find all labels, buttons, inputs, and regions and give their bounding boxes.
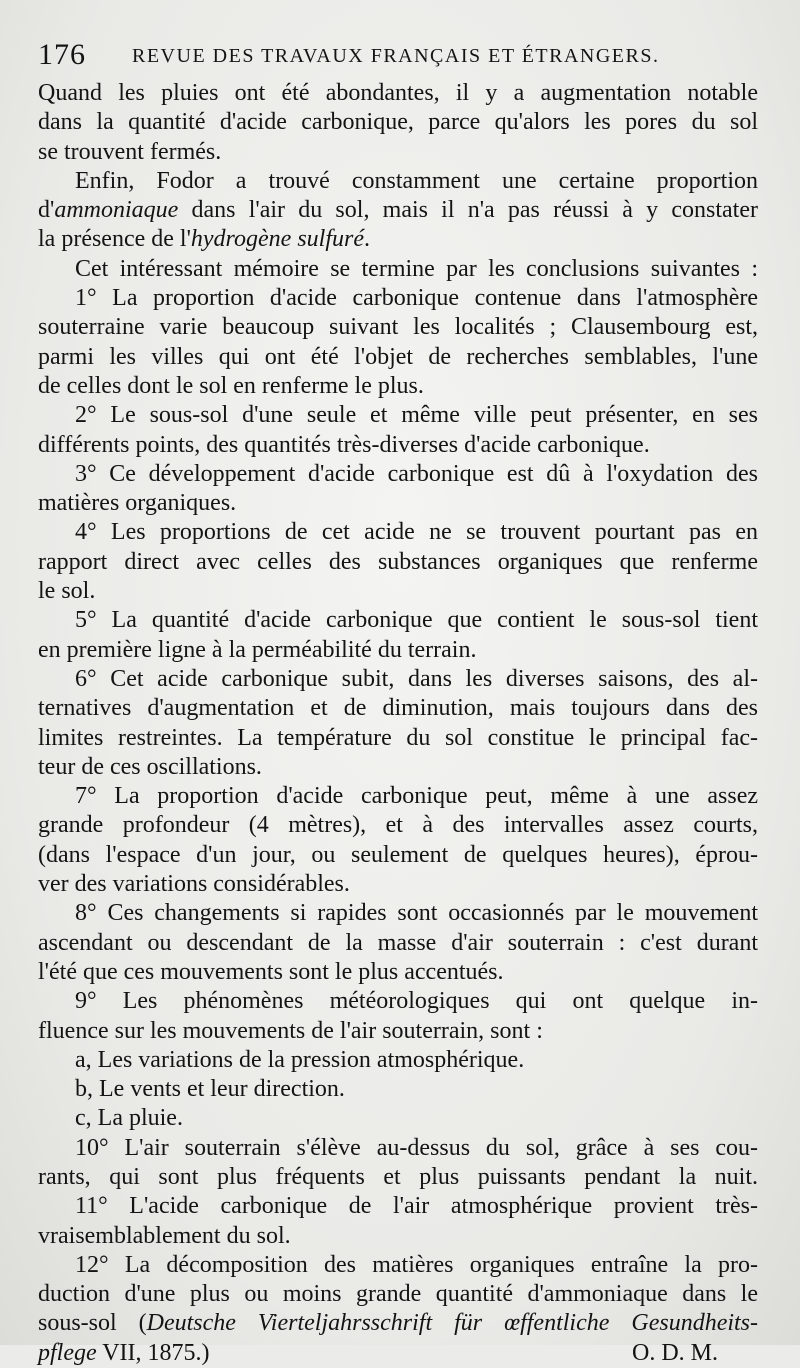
- text-line: souterraine varie beaucoup suivant les localités ; Clausembourg est,: [38, 314, 758, 341]
- author-signature: O. D. M.: [631, 1339, 718, 1366]
- text-line: duction d'une plus ou moins grande quantité d'ammoniaque dans le: [38, 1281, 758, 1308]
- text-line: ascendant ou descendant de la masse d'air souterrain : c'est durant: [38, 929, 758, 956]
- conclusion-9: 9° Les phénomènes météorologiques qui ont quelque in-: [75, 988, 758, 1015]
- text-line: (dans l'espace d'un jour, ou seulement de quelques heures), éprou-: [38, 841, 758, 868]
- conclusion-1: 1° La proportion d'acide carbonique contenue dans l'atmosphère: [75, 285, 758, 312]
- text-line: matières organiques.: [38, 490, 237, 517]
- conclusion-5: 5° La quantité d'acide carbonique que contient le sous-sol tient: [75, 607, 758, 634]
- text-line: ver des variations considérables.: [38, 871, 350, 898]
- citation-line: pflege VII, 1875.) O. D. M.: [38, 1339, 758, 1368]
- conclusion-10: 10° L'air souterrain s'élève au-dessus du sol, grâce à ses cou-: [75, 1134, 758, 1161]
- text-line: vraisemblablement du sol.: [38, 1222, 291, 1249]
- text-line: se trouvent fermés.: [38, 138, 222, 165]
- text-line: l'été que ces mouvements sont le plus accentués.: [38, 958, 504, 985]
- text-line: rants, qui sont plus fréquents et plus puissants pendant la nuit.: [38, 1163, 758, 1190]
- text-line: fluence sur les mouvements de l'air souterrain, sont :: [38, 1017, 543, 1044]
- article-body: [38, 79, 758, 1368]
- conclusion-6: 6° Cet acide carbonique subit, dans les diverses saisons, des al-: [75, 665, 758, 692]
- text-line: Quand les pluies ont été abondantes, il y a augmentation notable: [38, 80, 758, 106]
- text-line: rapport direct avec celles des substances organiques que renferme: [38, 548, 758, 575]
- journal-title: Deutsche Vierteljahrsschrift für œffentliche Gesundheits-: [146, 1310, 759, 1337]
- sub-item-c: c, La pluie.: [75, 1105, 183, 1132]
- text-line: limites restreintes. La température du sol constitue le principal fac-: [38, 724, 758, 751]
- conclusion-4: 4° Les proportions de cet acide ne se trouvent pourtant pas en: [75, 519, 758, 546]
- text-line: grande profondeur (4 mètres), et à des intervalles assez courts,: [38, 812, 758, 839]
- text-line: Enfin, Fodor a trouvé constamment une certaine proportion: [75, 167, 758, 194]
- text-line: en première ligne à la perméabilité du terrain.: [38, 636, 477, 663]
- page-header: [38, 38, 778, 72]
- text-line: la présence de l'hydrogène sulfuré.: [38, 226, 370, 253]
- sub-item-b: b, Le vents et leur direction.: [75, 1076, 345, 1103]
- text-line: différents points, des quantités très-diverses d'acide carbonique.: [38, 431, 650, 458]
- conclusion-8: 8° Ces changements si rapides sont occasionnés par le mouvement: [75, 900, 758, 927]
- conclusion-12: 12° La décomposition des matières organiques entraîne la pro-: [75, 1251, 758, 1278]
- page-number: 176: [38, 38, 86, 71]
- citation-line: sous-sol (Deutsche Vierteljahrsschrift für œffentliche Gesundheits-: [38, 1310, 759, 1337]
- sub-item-a: a, Les variations de la pression atmosphérique.: [75, 1046, 525, 1073]
- text-line: de celles dont le sol en renferme le plus.: [38, 372, 424, 399]
- text-line: ternatives d'augmentation et de diminution, mais toujours dans des: [38, 695, 758, 722]
- text-line: teur de ces oscillations.: [38, 753, 262, 780]
- text-line: dans la quantité d'acide carbonique, parce qu'alors les pores du sol: [38, 109, 758, 136]
- conclusion-11: 11° L'acide carbonique de l'air atmosphérique provient très-: [75, 1193, 758, 1220]
- conclusion-2: 2° Le sous-sol d'une seule et même ville peut présenter, en ses: [75, 402, 758, 429]
- text-line: parmi les villes qui ont été l'objet de recherches semblables, l'une: [38, 343, 758, 370]
- conclusion-3: 3° Ce développement d'acide carbonique est dû à l'oxydation des: [75, 460, 758, 487]
- text-line: le sol.: [38, 578, 96, 605]
- italic-term: hydrogène sulfuré: [190, 226, 364, 253]
- conclusion-7: 7° La proportion d'acide carbonique peut, même à une assez: [75, 783, 758, 810]
- running-head: REVUE DES TRAVAUX FRANÇAIS ET ÉTRANGERS.: [132, 45, 660, 67]
- italic-term: ammoniaque: [54, 197, 179, 224]
- journal-title-cont: pflege: [38, 1339, 97, 1366]
- text-line: d'ammoniaque dans l'air du sol, mais il n'a pas réussi à y constater: [38, 197, 758, 224]
- text-line: Cet intéressant mémoire se termine par les conclusions suivantes :: [75, 255, 758, 282]
